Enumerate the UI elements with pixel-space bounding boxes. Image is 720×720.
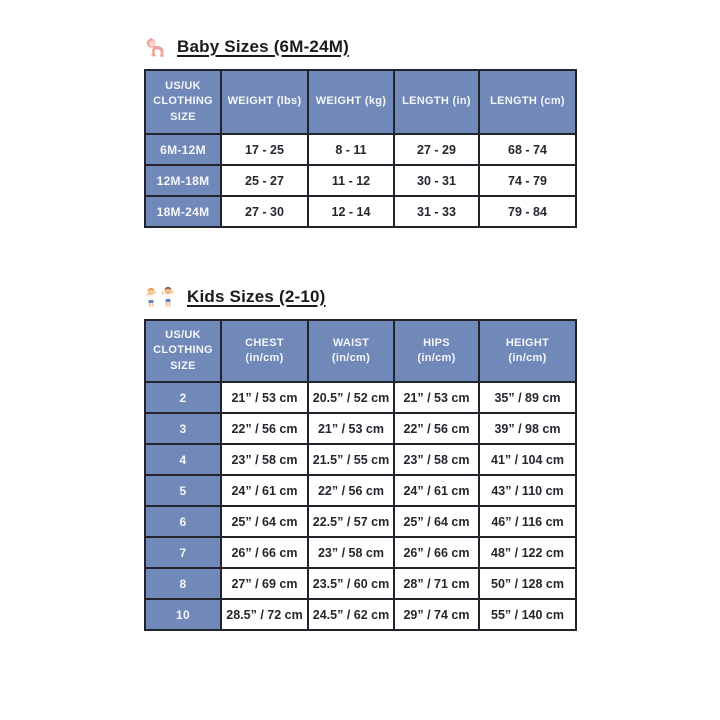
kids-col-header-waist: WAIST (in/cm) (308, 320, 394, 382)
kids-col-header-height: HEIGHT (in/cm) (479, 320, 576, 382)
table-row (145, 382, 576, 413)
hips-cell: 29” / 74 cm (394, 599, 479, 630)
baby-size-table (144, 69, 577, 228)
height-cell: 41” / 104 cm (479, 444, 576, 475)
length-in-cell: 27 - 29 (394, 134, 479, 165)
weight-lbs-cell: 27 - 30 (221, 196, 308, 227)
waist-cell: 24.5” / 62 cm (308, 599, 394, 630)
size-label-cell: 8 (145, 568, 221, 599)
height-cell: 39” / 98 cm (479, 413, 576, 444)
size-label-cell: 4 (145, 444, 221, 475)
table-row (145, 413, 576, 444)
size-label-cell: 5 (145, 475, 221, 506)
size-label-cell: 6 (145, 506, 221, 537)
hips-cell: 24” / 61 cm (394, 475, 479, 506)
size-label-cell: 12M-18M (145, 165, 221, 196)
baby-col-header-weight-lbs: WEIGHT (lbs) (221, 70, 308, 134)
table-row (145, 506, 576, 537)
baby-section (144, 34, 720, 228)
weight-lbs-cell: 25 - 27 (221, 165, 308, 196)
weight-lbs-cell: 17 - 25 (221, 134, 308, 165)
length-in-cell: 31 - 33 (394, 196, 479, 227)
weight-kg-cell: 8 - 11 (308, 134, 394, 165)
size-label-cell: 6M-12M (145, 134, 221, 165)
kids-icon (144, 285, 178, 309)
waist-cell: 23.5” / 60 cm (308, 568, 394, 599)
baby-col-header-length-cm: LENGTH (cm) (479, 70, 576, 134)
size-label-cell: 7 (145, 537, 221, 568)
table-row (145, 134, 576, 165)
baby-col-header-weight-kg: WEIGHT (kg) (308, 70, 394, 134)
size-label-cell: 10 (145, 599, 221, 630)
kids-col-header-hips: HIPS (in/cm) (394, 320, 479, 382)
waist-cell: 22” / 56 cm (308, 475, 394, 506)
length-cm-cell: 74 - 79 (479, 165, 576, 196)
baby-section-title (144, 34, 720, 60)
length-cm-cell: 68 - 74 (479, 134, 576, 165)
hips-cell: 22” / 56 cm (394, 413, 479, 444)
table-row (145, 599, 576, 630)
table-row (145, 196, 576, 227)
length-cm-cell: 79 - 84 (479, 196, 576, 227)
height-cell: 43” / 110 cm (479, 475, 576, 506)
length-in-cell: 30 - 31 (394, 165, 479, 196)
waist-cell: 22.5” / 57 cm (308, 506, 394, 537)
chest-cell: 26” / 66 cm (221, 537, 308, 568)
chest-cell: 28.5” / 72 cm (221, 599, 308, 630)
height-cell: 35” / 89 cm (479, 382, 576, 413)
baby-header-row (145, 70, 576, 134)
height-cell: 50” / 128 cm (479, 568, 576, 599)
height-cell: 55” / 140 cm (479, 599, 576, 630)
kids-size-table (144, 319, 577, 631)
baby-table-title: Baby Sizes (6M-24M) (177, 37, 349, 56)
size-label-cell: 2 (145, 382, 221, 413)
hips-cell: 25” / 64 cm (394, 506, 479, 537)
chest-cell: 27” / 69 cm (221, 568, 308, 599)
kids-section (144, 284, 720, 631)
baby-col-header-size: US/UK CLOTHING SIZE (145, 70, 221, 134)
kids-col-header-chest: CHEST (in/cm) (221, 320, 308, 382)
weight-kg-cell: 12 - 14 (308, 196, 394, 227)
waist-cell: 21” / 53 cm (308, 413, 394, 444)
waist-cell: 21.5” / 55 cm (308, 444, 394, 475)
hips-cell: 28” / 71 cm (394, 568, 479, 599)
height-cell: 46” / 116 cm (479, 506, 576, 537)
waist-cell: 20.5” / 52 cm (308, 382, 394, 413)
table-row (145, 568, 576, 599)
table-row (145, 165, 576, 196)
hips-cell: 26” / 66 cm (394, 537, 479, 568)
baby-col-header-length-in: LENGTH (in) (394, 70, 479, 134)
chest-cell: 21” / 53 cm (221, 382, 308, 413)
chest-cell: 22” / 56 cm (221, 413, 308, 444)
kids-header-row (145, 320, 576, 382)
hips-cell: 23” / 58 cm (394, 444, 479, 475)
chest-cell: 25” / 64 cm (221, 506, 308, 537)
kids-section-title (144, 284, 720, 310)
table-row (145, 444, 576, 475)
weight-kg-cell: 11 - 12 (308, 165, 394, 196)
table-row (145, 475, 576, 506)
table-row (145, 537, 576, 568)
waist-cell: 23” / 58 cm (308, 537, 394, 568)
kids-col-header-size: US/UK CLOTHING SIZE (145, 320, 221, 382)
size-label-cell: 3 (145, 413, 221, 444)
kids-table-title: Kids Sizes (2-10) (187, 287, 326, 306)
chest-cell: 24” / 61 cm (221, 475, 308, 506)
chest-cell: 23” / 58 cm (221, 444, 308, 475)
height-cell: 48” / 122 cm (479, 537, 576, 568)
hips-cell: 21” / 53 cm (394, 382, 479, 413)
size-label-cell: 18M-24M (145, 196, 221, 227)
baby-icon (144, 36, 168, 58)
